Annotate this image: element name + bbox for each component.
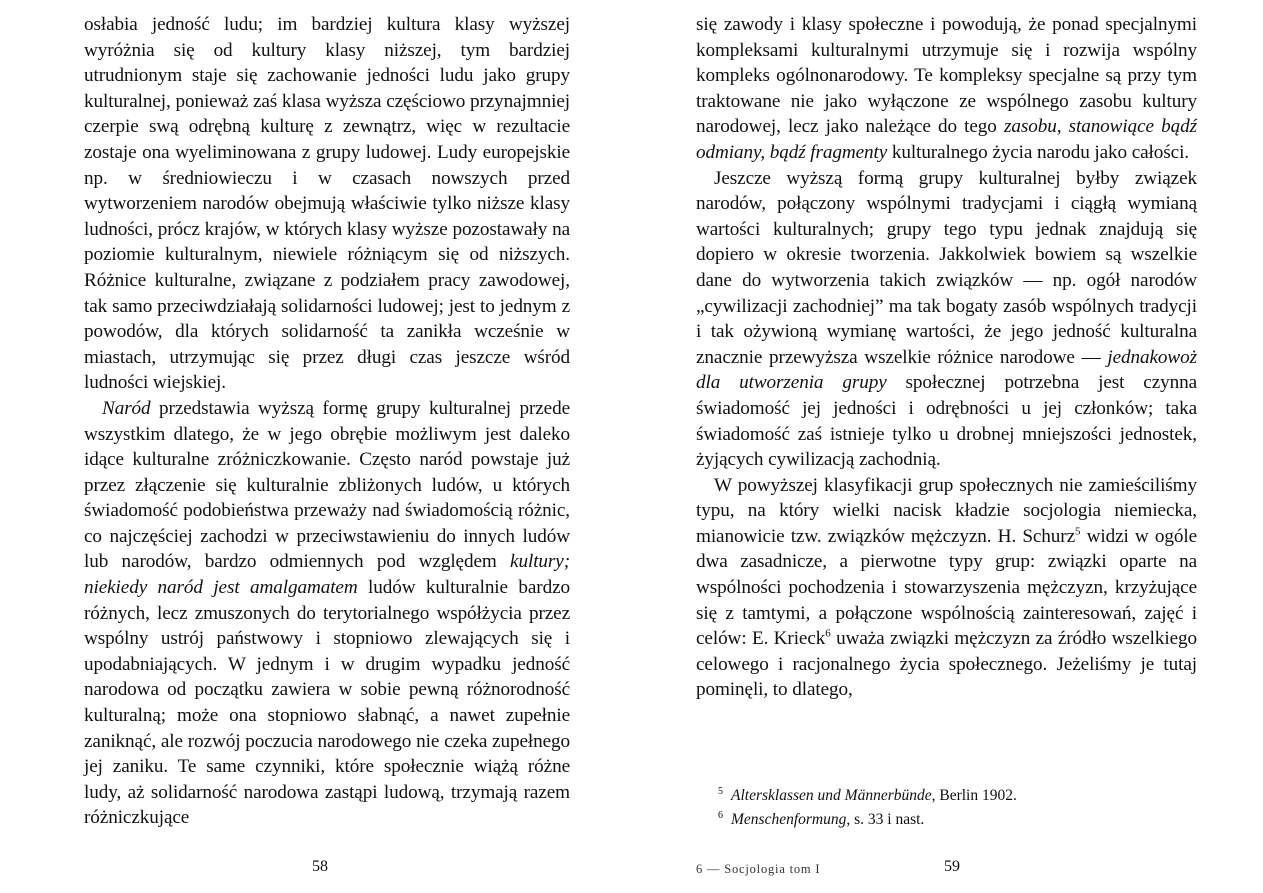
paragraph-text: osłabia jedność ludu; im bardziej kultura klasy wyższej wyróżnia się od kultury klasy niższej, tym bardziej utrudnionym staje się zachowanie jedności ludu jako grupy kulturalnej, ponieważ zaś klasa wyższa częściowo przynajmniej czerpie swą odrębną kulturę z zewnątrz, więc w rezultacie zostaje ona wyeliminowana z grupy ludowej. Ludy europejskie np. w średniowieczu i w czasach nowszych przed wytworzeniem narodów obejmują właściwie tylko niższe klasy ludności, prócz krajów, w których klasy wyższe pozostawały na poziomie kulturalnym, niewiele różniącym się od niższych. Różnice kulturalne, związane z podziałem pracy zawodowej, tak samo przeciwdziałają solidarności ludowej; jest to jednym z powodów, dla których solidarność ta zanikła wcześnie w miastach, utrzymując się przez długi czas jeszcze wśród ludności wiejskiej.: [84, 14, 570, 394]
paragraph: [696, 473, 1197, 703]
left-page-text: [84, 12, 570, 831]
paragraph-text: ludów kulturalnie bardzo różnych, lecz zmuszonych do terytorialnego współżycia przez wspólny ustrój państwowy i stopniowo zlewających się i upodabniających. W jednym i w drugim wypadku jedność narodowa od początku zawiera w sobie pewną różnorodność kulturalną; może ona stopniowo słabnąć, a nawet zupełnie zaniknąć, ale rozwój poczucia narodowego nie czeka zupełnego jej zaniku. Te same czynniki, które społecznie wiążą różne ludy, aż solidarność narodowa zastąpi ludową, trzymają razem różniczkujące: [84, 577, 570, 829]
italic-text: zasobu, stanowiące bądź odmiany, bądź fragmenty: [696, 116, 1197, 163]
paragraph: [84, 396, 570, 831]
right-page: [696, 0, 1197, 893]
footnote-details: , Berlin 1902.: [931, 787, 1017, 804]
paragraph: [84, 12, 570, 396]
paragraph-text: kulturalnego życia narodu jako całości.: [887, 141, 1189, 163]
italic-text: kultury; niekiedy naród jest amalgamatem: [84, 551, 570, 599]
footnote-mark: 6: [718, 809, 723, 821]
paragraph-text: widzi w ogóle dwa zasadnicze, a pierwotne typy grup: związki oparte na wspólności pochodzenia i stowarzyszenia mężczyzn, krzyżujące się z tamtymi, a połączone wspólnością zainteresowań, zajęć i celów: E. Krieck: [696, 525, 1197, 650]
footnote-mark: 5: [718, 785, 723, 797]
paragraph-text: się zawody i klasy społeczne i powodują, że ponad specjalnymi kompleksami kulturalnymi utrzymuje się i rozwija wspólny kompleks ogólnonarodowy. Te kompleksy specjalne są przy tym traktowane nie jako wyłączone ze wspólnego zasobu kultury narodowej, lecz jako należące do tego: [696, 14, 1197, 138]
paragraph: [696, 166, 1197, 473]
footnote-title: Altersklassen und Männerbünde: [731, 787, 932, 804]
paragraph-text: uważa związki mężczyzn za źródło wszelkiego celowego i racjonalnego życia społecznego. Jeżeliśmy je tutaj pominęli, to dlatego,: [696, 628, 1197, 701]
paragraph-text: społecznej potrzebna jest czynna świadomość jej jedności i odrębności u jej członków; taka świadomość zaś istnieje tylko u drobnej mniejszości jednostek, żyjących cywilizacją zachodnią.: [696, 372, 1198, 471]
right-page-text: [696, 12, 1197, 703]
footnote: [718, 808, 1197, 832]
page-number-right: 59: [944, 858, 960, 875]
footnotes: [718, 784, 1197, 832]
paragraph-text: W powyższej klasyfikacji grup społecznych nie zamieściliśmy typu, na który wielki nacisk kładzie socjologia niemiecka, mianowicie tzw. związków mężczyzn. H. Schurz: [696, 474, 1197, 547]
italic-text: Naród: [102, 397, 151, 419]
printer-signature: 6 — Socjologia tom I: [696, 862, 821, 876]
footnote-details: , s. 33 i nast.: [846, 811, 925, 828]
footnote-reference: 6: [825, 627, 831, 640]
paragraph-text: przedstawia wyższą formę grupy kulturalnej przede wszystkim dlatego, że w jego obrębie możliwym jest daleko idące kulturalne zróżniczkowanie. Często naród powstaje już przez złączenie się kulturalnie zbliżonych ludów, u których świadomość podobieństwa przeważy nad świadomością różnic, co najczęściej zachodzi w przeciwstawieniu do innych ludów lub narodów, bardzo odmiennych pod względem: [84, 397, 570, 573]
footnote: [718, 784, 1197, 808]
italic-text: jednakowoż dla utworzenia grupy: [696, 346, 1197, 394]
left-page: [84, 0, 570, 893]
footnote-reference: 5: [1075, 525, 1081, 538]
paragraph-text: Jeszcze wyższą formą grupy kulturalnej byłby związek narodów, połączony wspólnymi tradycjami i ciągłą wymianą wartości kulturalnych; grupy tego typu jednak znajdują się dopiero w okresie tworzenia. Jakkolwiek bowiem są wszelkie dane do wytworzenia takich związków — np. ogół narodów „cywilizacji zachodniej” ma tak bogaty zasób wspólnych tradycji i tak ożywioną wymianę wartości, że jego jedność kulturalna znacznie przewyższa wszelkie różnice narodowe —: [696, 167, 1197, 368]
page-number-left: 58: [312, 858, 328, 875]
paragraph: [696, 12, 1197, 166]
footnote-title: Menschenformung: [731, 811, 847, 828]
